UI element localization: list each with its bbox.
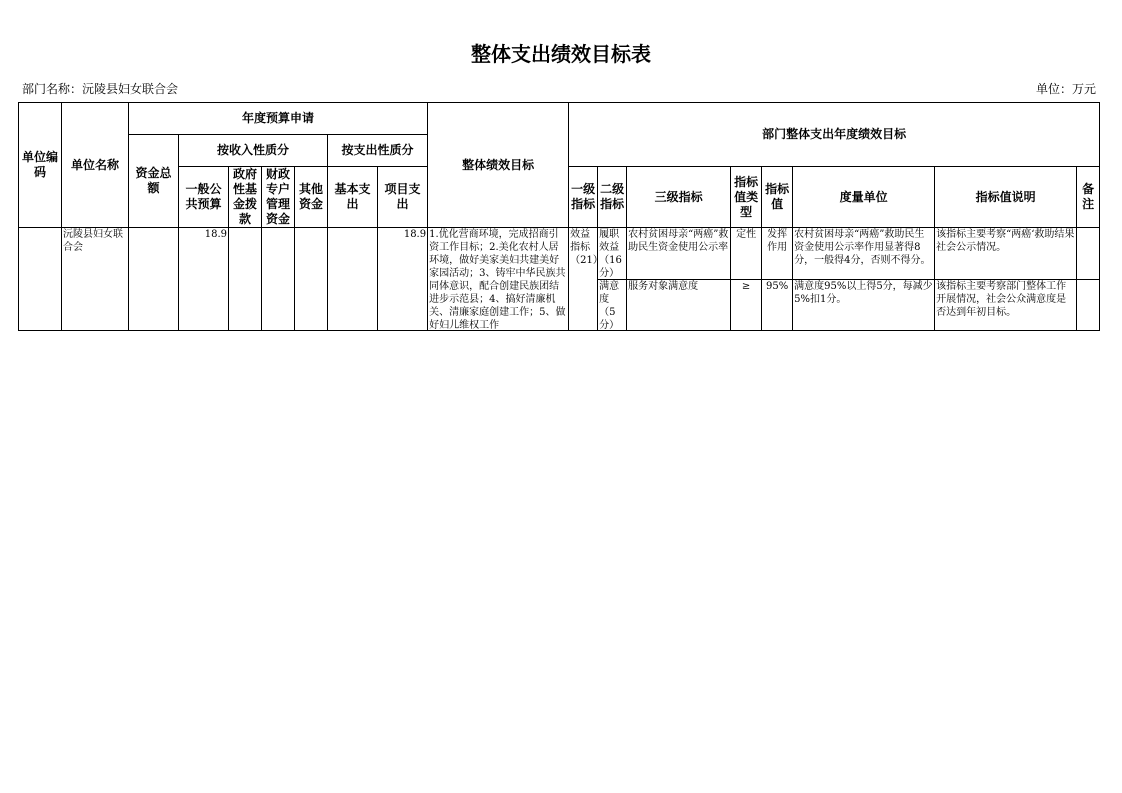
header-level3: 三级指标 [627,167,731,228]
cell-gov-fund [229,228,262,331]
cell-measure: 满意度95%以上得5分，每减少5%扣1分。 [793,279,935,331]
cell-level1: 效益指标（21） [569,228,598,331]
header-by-income: 按收入性质分 [179,135,328,167]
overall-goal-text: 1.优化营商环境，完成招商引资工作目标；2.美化农村人居环境，做好美家美妇共建美好家园活动；3、铸牢中华民族共同体意识，配合创建民族团结进步示范县；4、搞好清廉机关、清廉家庭创建工作；5、做好妇儿维权工作 [429,229,566,331]
level2-text: 履职效益（16分） [599,229,622,279]
table-row [19,228,1100,280]
department-name: 部门名称：沅陵县妇女联合会 [22,82,179,96]
header-desc: 指标值说明 [935,167,1077,228]
header-overall-goal: 整体绩效目标 [428,103,569,228]
cell-level2 [598,228,627,280]
header-measure: 度量单位 [793,167,935,228]
cell-level3 [627,228,731,280]
cell-remark [1077,228,1100,280]
cell-desc: 该指标主要考察部门整体工作开展情况，社会公众满意度是否达到年初目标。 [935,279,1077,331]
cell-value: 发挥作用 [762,228,793,280]
header-other-fund: 其他资金 [295,167,328,228]
header-remark: 备注 [1077,167,1100,228]
performance-table [18,102,1100,331]
cell-level3: 服务对象满意度 [627,279,731,331]
cell-project-expense: 18.9 [378,228,428,331]
header-basic-expense: 基本支出 [328,167,378,228]
cell-overall-goal [428,228,569,331]
header-dept-goal: 部门整体支出年度绩效目标 [569,103,1100,167]
cell-basic-expense [328,228,378,331]
cell-special-fund [262,228,295,331]
header-gov-fund: 政府性基金拨款 [229,167,262,228]
level3-text: 农村贫困母亲“两癌”救助民生资金使用公示率 [628,229,729,253]
cell-unit-code [19,228,62,331]
header-project-expense: 项目支出 [378,167,428,228]
header-value-type: 指标值类型 [731,167,762,228]
header-general-budget: 一般公共预算 [179,167,229,228]
header-by-expense: 按支出性质分 [328,135,428,167]
measure-text: 农村贫困母亲“两癌”救助民生资金使用公示率作用显著得8分，一般得4分，否则不得分。 [794,229,931,266]
cell-value: 95% [762,279,793,331]
header-unit-code: 单位编码 [19,103,62,228]
cell-general-budget: 18.9 [179,228,229,331]
header-special-fund: 财政专户管理资金 [262,167,295,228]
cell-remark [1077,279,1100,331]
header-unit-name: 单位名称 [62,103,129,228]
cell-value-type: ≥ [731,279,762,331]
header-value: 指标值 [762,167,793,228]
cell-measure [793,228,935,280]
header-row-1 [19,103,1100,135]
header-level2: 二级指标 [598,167,627,228]
header-total-funds: 资金总额 [129,135,179,228]
header-annual-budget: 年度预算申请 [129,103,428,135]
cell-other-fund [295,228,328,331]
cell-value-type: 定性 [731,228,762,280]
page-title: 整体支出绩效目标表 [471,42,651,66]
currency-unit: 单位：万元 [1035,82,1096,96]
cell-total-funds [129,228,179,331]
cell-unit-name: 沅陵县妇女联合会 [62,228,129,331]
cell-desc: 该指标主要考察“两癌‘救助结果社会公示情况。 [935,228,1077,280]
level2-text: 满意度（5分） [599,280,620,331]
cell-level2 [598,279,627,331]
header-level1: 一级指标 [569,167,598,228]
